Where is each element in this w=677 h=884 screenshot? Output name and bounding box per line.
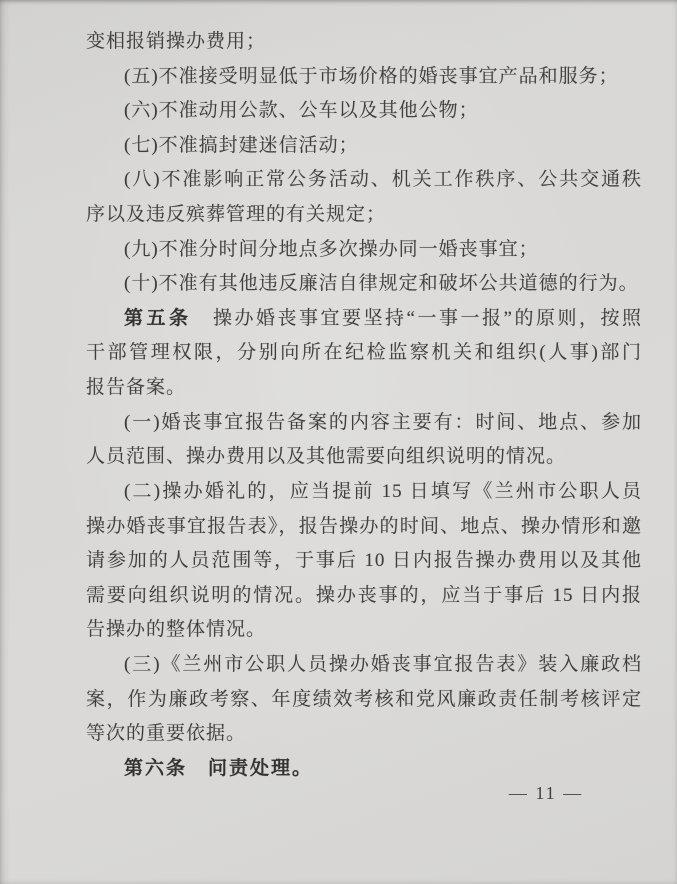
page-number: — 11 —: [508, 783, 584, 803]
text-line: [86, 60, 642, 95]
line-text: 请参加的人员范围等，于事后 10 日内报告操办费用以及其他: [86, 550, 642, 572]
line-text: (一)婚丧事宜报告备案的内容主要有：时间、地点、参加: [124, 411, 642, 433]
text-line: [86, 440, 642, 475]
text-line: [86, 129, 642, 164]
document-text-block: [86, 25, 642, 786]
line-text: 报告备案。: [86, 377, 187, 399]
line-text: (十)不准有其他违反廉洁自律规定和破坏公共道德的行为。: [124, 273, 639, 295]
line-text: 需要向组织说明的情况。操办丧事的，应当于事后 15 日内报: [86, 584, 642, 606]
text-line: [86, 683, 642, 718]
text-line: [86, 267, 642, 302]
line-text: 序以及违反殡葬管理的有关规定；: [86, 204, 387, 226]
line-text: 等次的重要依据。: [86, 723, 247, 745]
text-line: [86, 302, 642, 337]
text-line: [86, 544, 642, 579]
text-line: [86, 163, 642, 198]
text-line: [86, 406, 642, 441]
line-text: (二)操办婚礼的，应当提前 15 日填写《兰州市公职人员: [124, 480, 642, 502]
text-line: [86, 613, 642, 648]
line-text: (九)不准分时间分地点多次操办同一婚丧事宜；: [124, 238, 539, 260]
line-text: (八)不准影响正常公务活动、机关工作秩序、公共交通秩: [124, 169, 642, 191]
text-line: [86, 233, 642, 268]
text-line: [86, 336, 642, 371]
text-line: [86, 198, 642, 233]
line-text: 干部管理权限，分别向所在纪检监察机关和组织(人事)部门: [86, 342, 642, 364]
line-text: 告操办的整体情况。: [86, 619, 267, 641]
text-line: [86, 579, 642, 614]
line-text: 人员范围、操办费用以及其他需要向组织说明的情况。: [86, 446, 567, 468]
text-line: [86, 25, 642, 60]
text-line: [86, 717, 642, 752]
line-text: (五)不准接受明显低于市场价格的婚丧事宜产品和服务；: [124, 65, 619, 87]
line-text: (七)不准搞封建迷信活动；: [124, 134, 359, 156]
line-text: (六)不准动用公款、公车以及其他公物；: [124, 100, 479, 122]
text-line: [86, 648, 642, 683]
text-line: [86, 510, 642, 545]
line-text: 案，作为廉政考察、年度绩效考核和党风廉政责任制考核评定: [86, 688, 642, 710]
text-line: [86, 475, 642, 510]
line-text: 操办婚丧事宜要坚持“一事一报”的原则，按照: [191, 307, 642, 329]
article-six-heading: 第六条 问责处理。: [124, 757, 314, 779]
text-line: [86, 752, 642, 787]
text-line: [86, 371, 642, 406]
article-five-heading: 第五条: [124, 307, 192, 329]
text-line: [86, 94, 642, 129]
line-text: 变相报销操办费用；: [86, 31, 267, 52]
line-text: 操办婚丧事宜报告表》，报告操办的时间、地点、操办情形和邀: [86, 515, 642, 537]
line-text: (三)《兰州市公职人员操办婚丧事宜报告表》装入廉政档: [124, 653, 642, 675]
